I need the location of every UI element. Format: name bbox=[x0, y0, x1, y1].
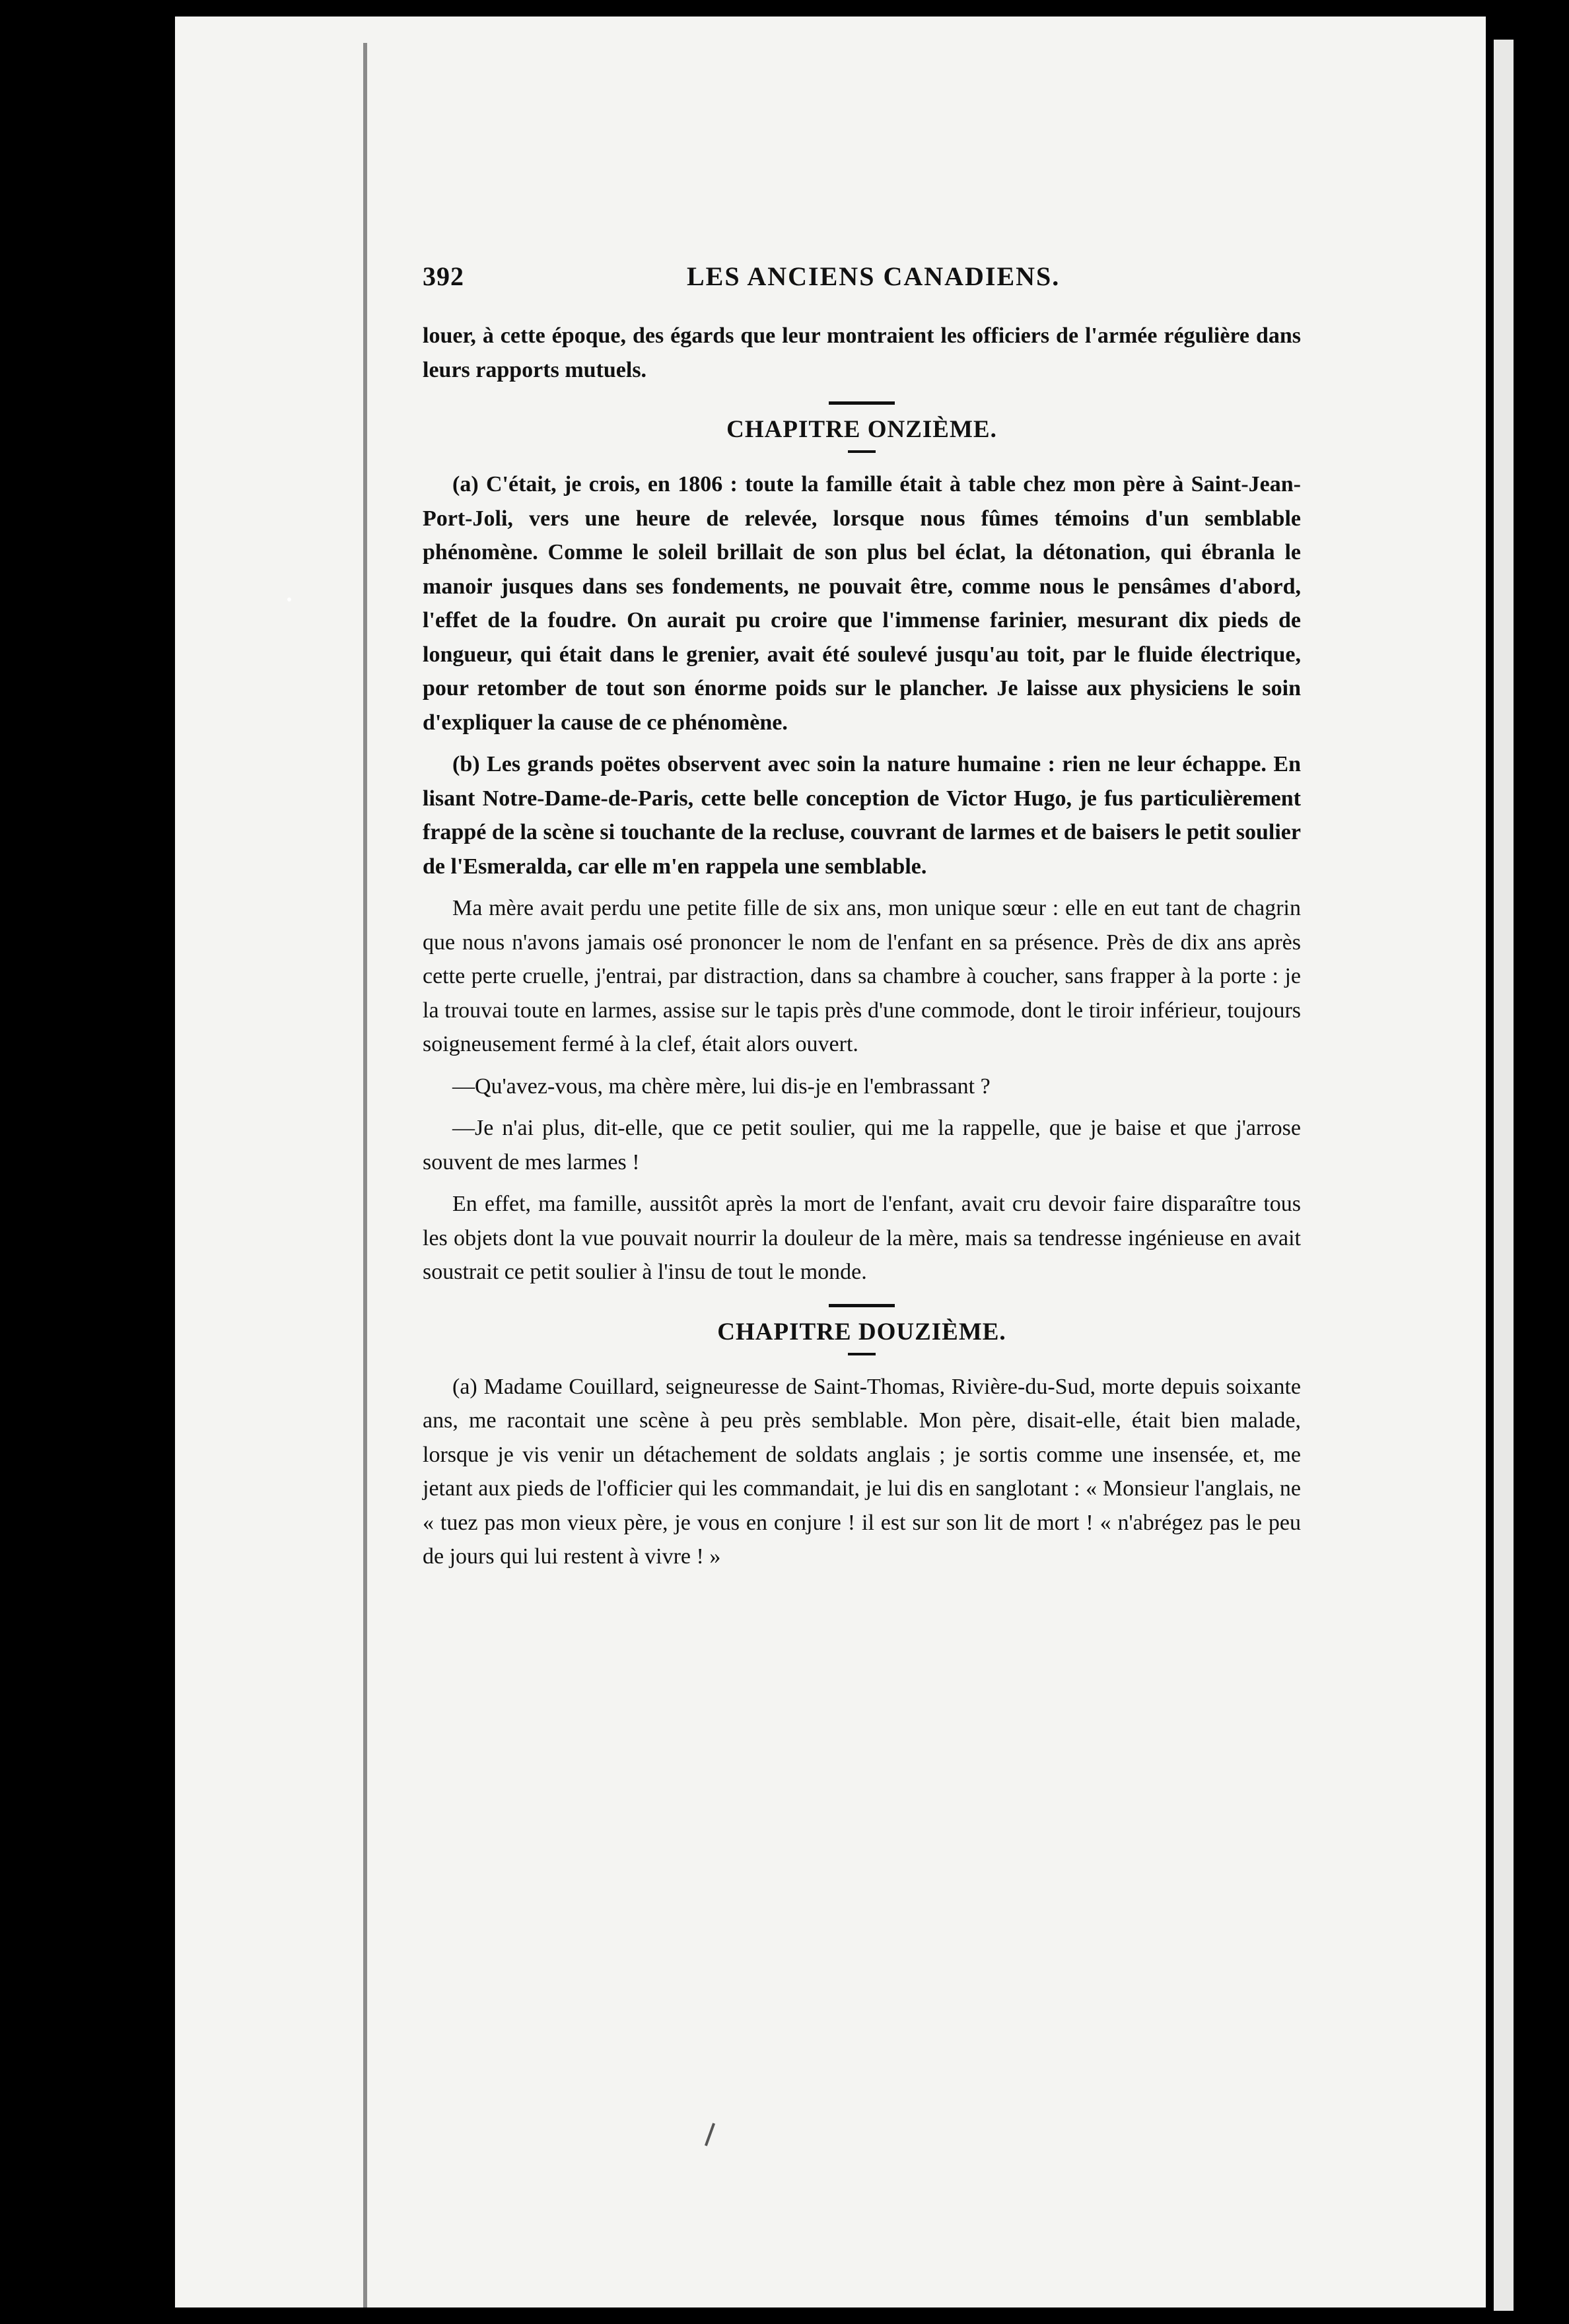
facing-page-edge bbox=[1494, 40, 1514, 2311]
note-b-paragraph: (b) Les grands poëtes observent avec soin la nature humaine : rien ne leur échappe. En lisant Notre-Dame-de-Paris, cette belle conception de Victor Hugo, je fus particulièrement frappé de la scène si touchante de la recluse, couvrant de larmes et de baisers le petit soulier de l'Esmeralda, car elle m'en rappela une semblable. bbox=[423, 752, 1301, 879]
title-rule bbox=[848, 450, 876, 453]
pencil-mark bbox=[705, 2123, 715, 2146]
title-rule bbox=[848, 1353, 876, 1355]
page-gutter bbox=[363, 43, 367, 2307]
continued-paragraph: louer, à cette époque, des égards que leur montraient les officiers de l'armée régulière dans leurs rapports mutuels. bbox=[423, 324, 1301, 382]
chapter-11-title: CHAPITRE ONZIÈME. bbox=[726, 416, 997, 443]
dialogue-line: —Je n'ai plus, dit-elle, que ce petit soulier, qui me la rappelle, que je baise et que j'arrose souvent de mes larmes ! bbox=[423, 1116, 1301, 1175]
scan-speck bbox=[287, 598, 291, 601]
section-rule bbox=[829, 401, 895, 405]
page-text bbox=[423, 261, 1301, 1582]
running-head bbox=[423, 261, 1301, 300]
chapter-12-title: CHAPITRE DOUZIÈME. bbox=[717, 1318, 1006, 1346]
note-a-paragraph: (a) Madame Couillard, seigneuresse de Saint-Thomas, Rivière-du-Sud, morte depuis soixante ans, me racontait une scène à peu près semblable. Mon père, disait-elle, était bien malade, lorsque je vis venir un détachement de soldats anglais ; je sortis comme une insensée, et, me jetant aux pieds de l'officier qui les commandait, je lui dis en sanglotant : « Monsieur l'anglais, ne « tuez pas mon vieux père, je vous en conjure ! il est sur son lit de mort ! « n'abrégez pas le peu de jours qui lui restent à vivre ! » bbox=[423, 1374, 1301, 1569]
body-paragraph: En effet, ma famille, aussitôt après la mort de l'enfant, avait cru devoir faire disparaître tous les objets dont la vue pouvait nourrir la douleur de la mère, mais sa tendresse ingénieuse en avait soustrait ce petit soulier à l'insu de tout le monde. bbox=[423, 1192, 1301, 1284]
note-a-paragraph: (a) C'était, je crois, en 1806 : toute la famille était à table chez mon père à Saint-Jean-Port-Joli, vers une heure de relevée, lorsque nous fûmes témoins d'un semblable phénomène. Comme le soleil brillait de son plus bel éclat, la détonation, qui ébranla le manoir jusques dans ses fondements, ne pouvait être, comme nous le pensâmes d'abord, l'effet de la foudre. On aurait pu croire que l'immense farinier, mesurant dix pieds de longueur, qui était dans le grenier, avait été soulevé jusqu'au toit, par le fluide électrique, pour retomber de tout son énorme poids sur le plancher. Je laisse aux physiciens le soin d'expliquer la cause de ce phénomène. bbox=[423, 472, 1301, 735]
page-number: 392 bbox=[423, 261, 464, 291]
dialogue-line: —Qu'avez-vous, ma chère mère, lui dis-je en l'embrassant ? bbox=[452, 1074, 991, 1099]
section-rule bbox=[829, 1304, 895, 1307]
book-title: LES ANCIENS CANADIENS. bbox=[687, 261, 1061, 291]
body-paragraph: Ma mère avait perdu une petite fille de six ans, mon unique sœur : elle en eut tant de chagrin que nous n'avons jamais osé prononcer le nom de l'enfant en sa présence. Près de dix ans après cette perte cruelle, j'entrai, par distraction, dans sa chambre à coucher, sans frapper à la porte : je la trouvai toute en larmes, assise sur le tapis près d'une commode, dont le tiroir inférieur, toujours soigneusement fermé à la clef, était alors ouvert. bbox=[423, 896, 1301, 1056]
